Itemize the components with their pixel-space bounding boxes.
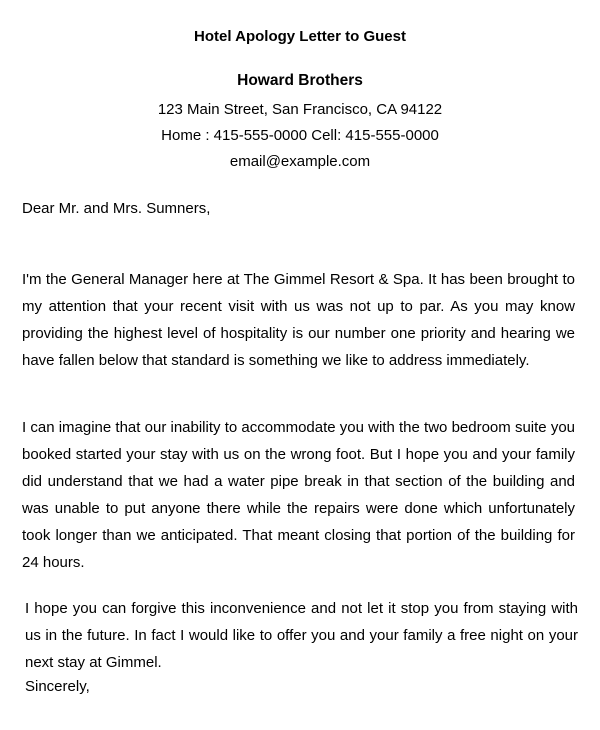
salutation: Dear Mr. and Mrs. Sumners, [22, 200, 211, 217]
letter-title: Hotel Apology Letter to Guest [194, 28, 406, 45]
sender-name: Howard Brothers [237, 72, 363, 89]
sender-block [0, 70, 600, 175]
sender-phones: Home : 415-555-0000 Cell: 415-555-0000 [161, 127, 439, 144]
closing: Sincerely, [25, 678, 90, 695]
body-paragraph-3: I hope you can forgive this inconvenience and not let it stop you from staying with us in the future. In fact I would like to offer you and your family a free night on your next stay at Gimmel. [25, 600, 578, 671]
body-paragraph-2: I can imagine that our inability to accommodate you with the two bedroom suite you booked started your stay with us on the wrong foot. But I hope you and your family did understand that we had a water pipe break in that section of the building and was unable to put anyone there while the repairs were done which unfortunately took longer than we anticipated. That meant closing that portion of the building for 24 hours. [22, 419, 575, 571]
sender-address: 123 Main Street, San Francisco, CA 94122 [157, 101, 443, 118]
body-paragraph-1: I'm the General Manager here at The Gimmel Resort & Spa. It has been brought to my attention that your recent visit with us was not up to par. As you may know providing the highest level of hospitality is our number one priority and hearing we have fallen below that standard is something we like to address immediately. [22, 271, 575, 369]
sender-email: email@example.com [229, 153, 371, 170]
